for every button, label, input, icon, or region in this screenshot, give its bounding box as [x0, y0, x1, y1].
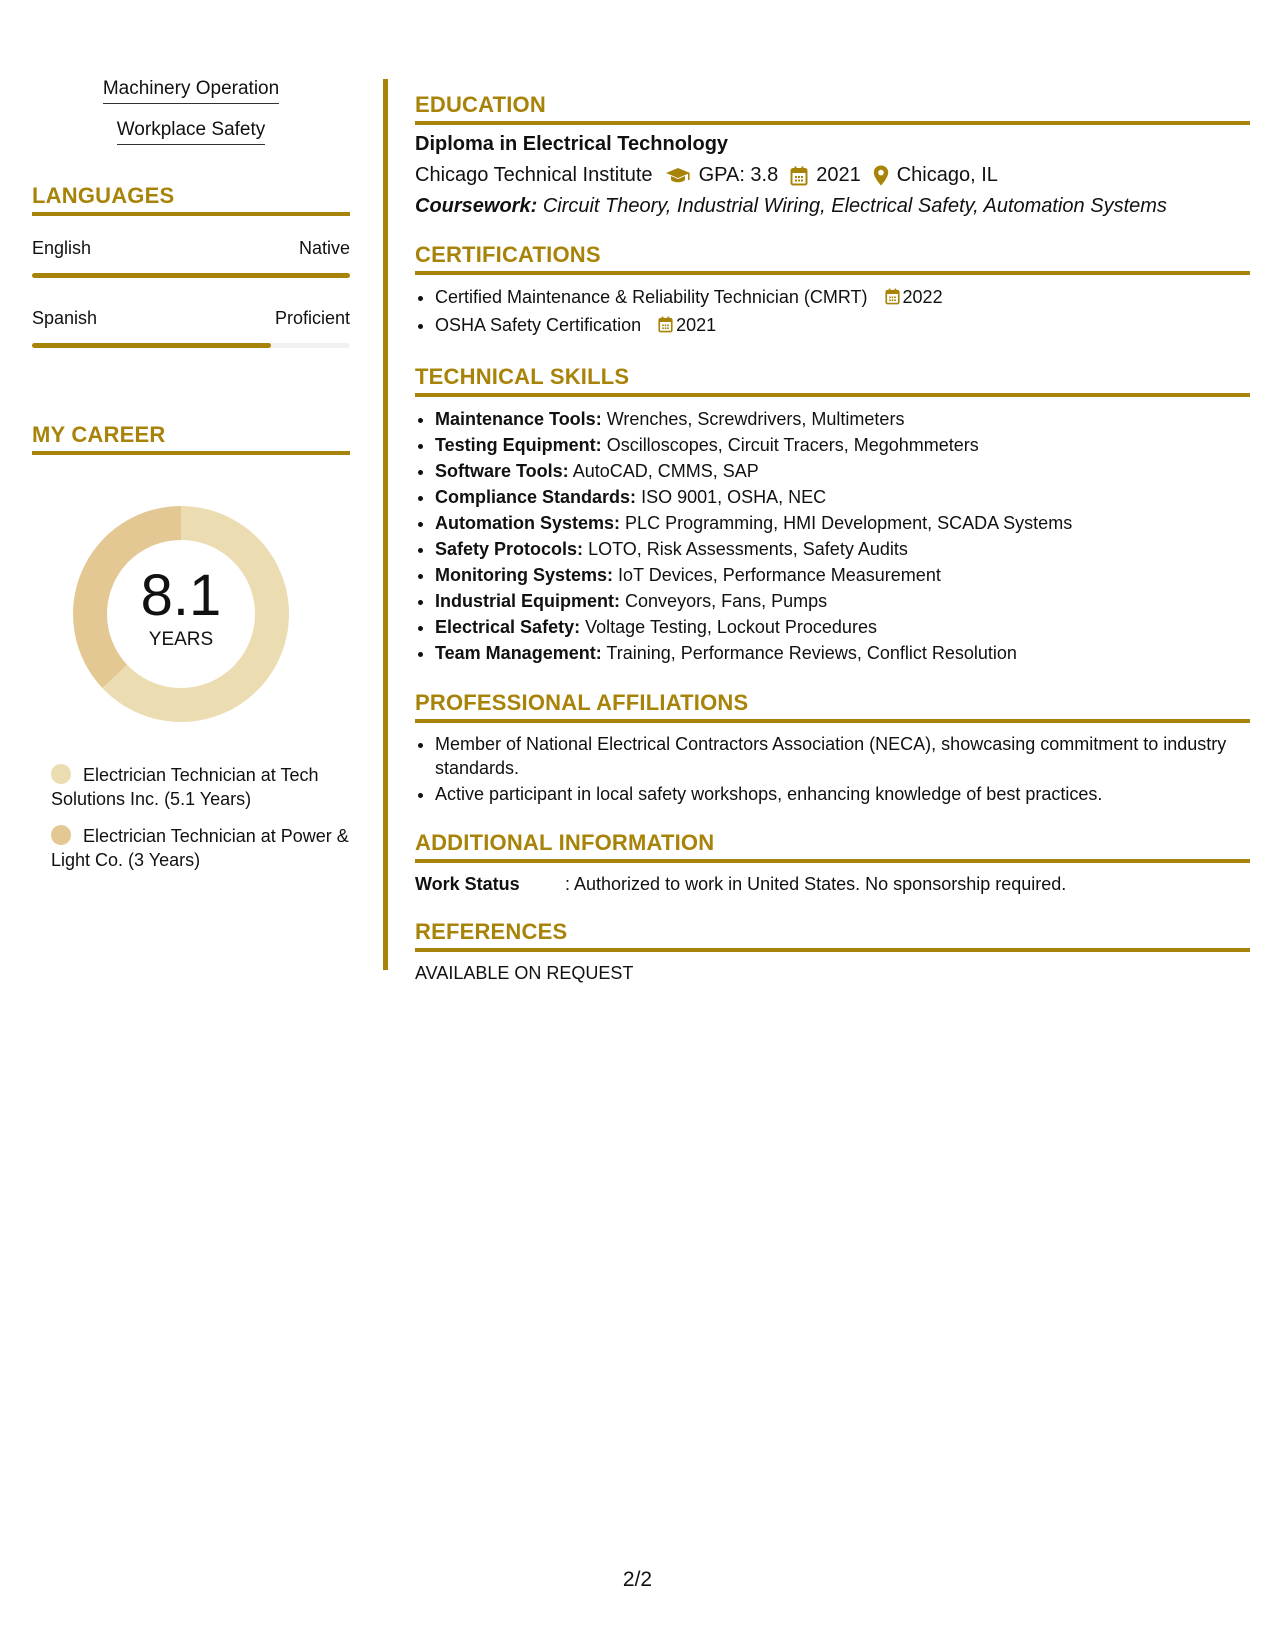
language-bar: [32, 273, 350, 278]
affiliation-item: • Active participant in local safety workshops, enhancing knowledge of best practices.: [435, 782, 1250, 806]
certifications-list: [415, 284, 1250, 340]
skill-item: • Industrial Equipment: Conveyors, Fans, Pumps: [435, 588, 1250, 614]
skill-item: • Monitoring Systems: IoT Devices, Performance Measurement: [435, 562, 1250, 588]
main-content: [415, 92, 1250, 984]
work-status-label: Work Status: [415, 874, 520, 894]
affiliations-heading: PROFESSIONAL AFFILIATIONS: [415, 690, 1250, 723]
language-bar-fill: [32, 343, 271, 348]
certification-year: 2021: [676, 315, 717, 335]
language-level: Native: [298, 238, 350, 258]
skill-item: • Testing Equipment: Oscilloscopes, Circuit Tracers, Megohmmeters: [435, 432, 1250, 458]
skill-item: • Maintenance Tools: Wrenches, Screwdrivers, Multimeters: [435, 406, 1250, 432]
career-legend-item: Electrician Technician at Power & Light Co. (3 Years): [51, 826, 349, 870]
calendar-icon: [658, 314, 673, 340]
skill-item: • Safety Protocols: LOTO, Risk Assessments, Safety Audits: [435, 536, 1250, 562]
career-total: 8.1: [140, 563, 222, 628]
map-pin-icon: [873, 165, 889, 186]
work-status: [415, 874, 1250, 895]
language-name: Spanish: [32, 308, 98, 328]
certification-item: • OSHA Safety Certification 2021: [435, 312, 1250, 340]
language-item: [32, 308, 350, 348]
skill-tag: Workplace Safety: [32, 119, 350, 145]
certification-year: 2022: [902, 287, 943, 307]
career-donut: [66, 499, 296, 729]
skill-item: • Team Management: Training, Performance Reviews, Conflict Resolution: [435, 640, 1250, 666]
language-level: Proficient: [274, 308, 350, 328]
column-divider: [383, 79, 388, 970]
coursework: [415, 195, 1250, 218]
language-name: English: [32, 238, 92, 258]
graduation-year: 2021: [816, 164, 861, 186]
work-status-value: : Authorized to work in United States. No sponsorship required.: [565, 874, 1067, 894]
coursework-list: Circuit Theory, Industrial Wiring, Electrical Safety, Automation Systems: [542, 195, 1167, 217]
education-location: Chicago, IL: [896, 164, 998, 186]
affiliation-item: • Member of National Electrical Contractors Association (NECA), showcasing commitment to industry standards.: [435, 732, 1250, 780]
certification-item: • Certified Maintenance & Reliability Technician (CMRT) 2022: [435, 284, 1250, 312]
technical-skills-heading: TECHNICAL SKILLS: [415, 364, 1250, 397]
gpa: GPA: 3.8: [698, 164, 779, 186]
sidebar: [32, 78, 350, 885]
calendar-icon: [885, 286, 900, 312]
additional-info-heading: ADDITIONAL INFORMATION: [415, 830, 1250, 863]
page-number: 2/2: [622, 1568, 653, 1591]
degree-title: Diploma in Electrical Technology: [415, 133, 729, 155]
references-text: AVAILABLE ON REQUEST: [415, 963, 634, 983]
calendar-icon: [790, 166, 808, 186]
technical-skills-list: [415, 406, 1250, 666]
skill-item: • Compliance Standards: ISO 9001, OSHA, NEC: [435, 484, 1250, 510]
certifications-heading: CERTIFICATIONS: [415, 242, 1250, 275]
languages-heading: LANGUAGES: [32, 183, 350, 216]
language-item: [32, 238, 350, 278]
career-legend: [51, 763, 350, 872]
coursework-label: Coursework:: [415, 195, 538, 217]
legend-dot: [51, 764, 71, 784]
school-name: Chicago Technical Institute: [415, 164, 653, 186]
language-bar-fill: [32, 273, 350, 278]
career-heading: MY CAREER: [32, 422, 350, 455]
career-legend-item: Electrician Technician at Tech Solutions Inc. (5.1 Years): [51, 765, 319, 809]
skill-item: • Electrical Safety: Voltage Testing, Lockout Procedures: [435, 614, 1250, 640]
skill-item: • Automation Systems: PLC Programming, HMI Development, SCADA Systems: [435, 510, 1250, 536]
language-bar: [32, 343, 350, 348]
references-heading: REFERENCES: [415, 919, 1250, 952]
legend-dot: [51, 825, 71, 845]
education-details: [415, 164, 1250, 187]
skill-tag: Machinery Operation: [32, 78, 350, 104]
education-heading: EDUCATION: [415, 92, 1250, 125]
affiliations-list: [415, 732, 1250, 806]
career-unit: YEARS: [148, 629, 214, 650]
graduation-cap-icon: [665, 167, 691, 185]
skill-item: • Software Tools: AutoCAD, CMMS, SAP: [435, 458, 1250, 484]
